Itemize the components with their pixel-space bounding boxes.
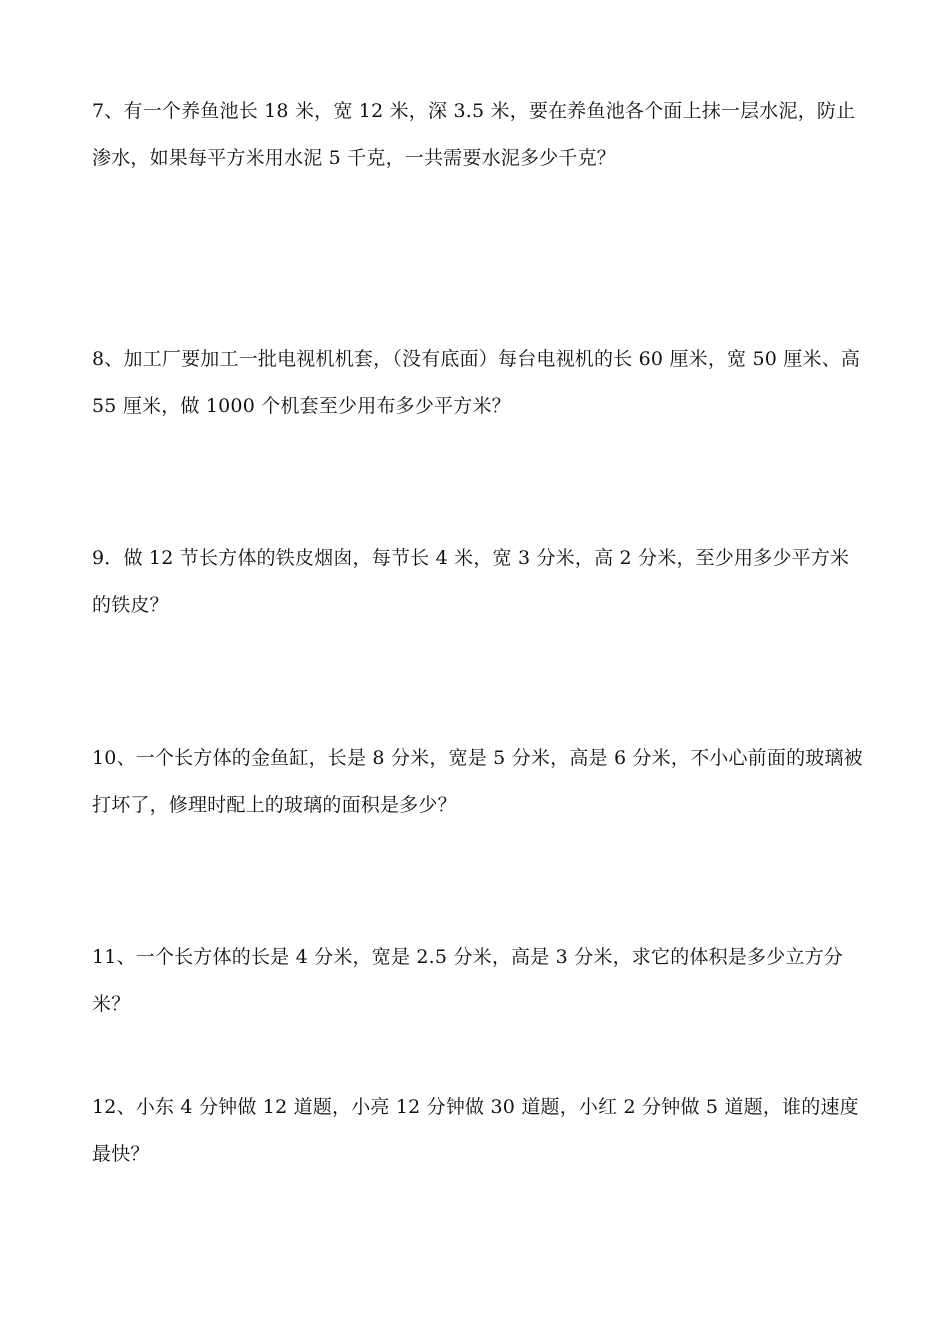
problem-9: 9．做 12 节长方体的铁皮烟囱，每节长 4 米，宽 3 分米，高 2 分米，至少用多少平方米的铁皮？ (92, 547, 850, 616)
problem-8: 8、加工厂要加工一批电视机机套，（没有底面）每台电视机的长 60 厘米，宽 50 厘米、高 55 厘米，做 1000 个机套至少用布多少平方米？ (92, 348, 861, 417)
problem-7: 7、有一个养鱼池长 18 米，宽 12 米，深 3.5 米，要在养鱼池各个面上抹一层水泥，防止渗水，如果每平方米用水泥 5 千克，一共需要水泥多少千克？ (92, 100, 856, 169)
problem-12: 12、小东 4 分钟做 12 道题，小亮 12 分钟做 30 道题，小红 2 分钟做 5 道题，谁的速度最快？ (92, 1096, 859, 1165)
problem-10: 10、一个长方体的金鱼缸，长是 8 分米，宽是 5 分米，高是 6 分米，不小心前面的玻璃被打坏了，修理时配上的玻璃的面积是多少？ (92, 747, 863, 816)
problem-11: 11、一个长方体的长是 4 分米，宽是 2.5 分米，高是 3 分米，求它的体积是多少立方分米？ (92, 946, 844, 1015)
